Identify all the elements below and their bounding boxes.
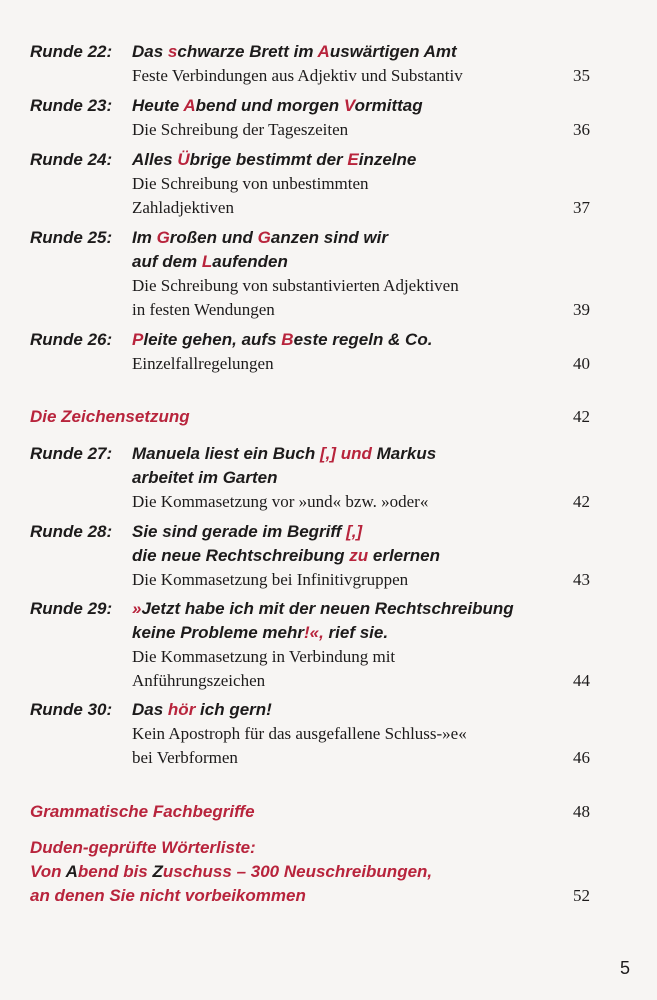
highlighted-text: B	[281, 330, 294, 349]
title-line	[132, 226, 388, 250]
entry-label: Runde 30:	[30, 700, 113, 719]
entry-description	[132, 490, 428, 514]
entry-label: Runde 23:	[30, 96, 113, 115]
highlighted-text: bend bis	[77, 862, 153, 881]
section-heading-woerterliste	[30, 836, 432, 908]
entry-title	[132, 94, 423, 118]
entry-page-number: 36	[573, 120, 590, 139]
entry-title	[132, 698, 272, 722]
title-line	[132, 597, 514, 621]
title-text: Sie sind gerade im Begriff	[132, 522, 347, 541]
highlighted-text: »	[132, 599, 142, 618]
highlighted-text: !«,	[303, 623, 324, 642]
title-line	[132, 148, 416, 172]
title-text: Im	[132, 228, 157, 247]
entry-label: Runde 27:	[30, 444, 113, 463]
highlighted-text: A	[183, 96, 196, 115]
description-line: Feste Verbindungen aus Adjektiv und Substantiv	[132, 66, 463, 85]
title-line	[30, 884, 432, 908]
title-line	[132, 698, 272, 722]
title-text: die neue Rechtschreibung	[132, 546, 350, 565]
title-text: anzen sind wir	[270, 228, 388, 247]
title-text: leite gehen, aufs	[143, 330, 282, 349]
section-heading-line: Grammatische Fachbegriffe	[30, 802, 255, 821]
highlighted-text: [,] und	[320, 444, 372, 463]
title-text: Jetzt habe ich mit der neuen Rechtschreibung	[141, 599, 514, 618]
title-text: Das	[132, 700, 168, 719]
title-text: arbeitet im Garten	[132, 468, 278, 487]
description-line: Die Kommasetzung vor »und« bzw. »oder«	[132, 492, 429, 511]
title-text: auf dem	[132, 252, 202, 271]
description-line: Die Schreibung von substantivierten Adjektiven	[132, 276, 459, 295]
entry-description	[132, 722, 467, 770]
description-line: Die Schreibung der Tageszeiten	[132, 120, 349, 139]
entry-page-number: 43	[573, 570, 590, 589]
title-text: brige bestimmt der	[189, 150, 348, 169]
title-text: Manuela liest ein Buch	[132, 444, 320, 463]
title-text: keine Probleme mehr	[132, 623, 304, 642]
entry-title	[132, 226, 388, 274]
entry-page-number: 35	[573, 66, 590, 85]
entry-page-number: 46	[573, 748, 590, 767]
entry-title	[132, 40, 457, 64]
title-line	[132, 621, 514, 645]
description-line: Zahladjektiven	[132, 198, 234, 217]
title-text: rief sie.	[323, 623, 389, 642]
highlighted-text: E	[347, 150, 359, 169]
entry-label: Runde 25:	[30, 228, 113, 247]
highlighted-text: G	[257, 228, 271, 247]
title-text: A	[65, 862, 78, 881]
section-page-number: 52	[573, 886, 590, 905]
entry-title	[132, 597, 514, 645]
entry-description	[132, 118, 348, 142]
entry-description	[132, 645, 395, 693]
highlighted-text: P	[132, 330, 144, 349]
entry-page-number: 44	[573, 671, 590, 690]
entry-label: Runde 29:	[30, 599, 113, 618]
entry-page-number: 39	[573, 300, 590, 319]
section-page-number: 42	[573, 407, 590, 426]
highlighted-text: an denen Sie nicht vorbeikommen	[30, 886, 306, 905]
title-line	[132, 94, 423, 118]
title-line	[30, 836, 432, 860]
highlighted-text: uschuss – 300 Neuschreibungen,	[162, 862, 433, 881]
description-line: Die Schreibung von unbestimmten	[132, 174, 369, 193]
title-line	[132, 40, 457, 64]
entry-label: Runde 24:	[30, 150, 113, 169]
description-line: Einzelfallregelungen	[132, 354, 274, 373]
entry-page-number: 42	[573, 492, 590, 511]
title-text: chwarze Brett im	[177, 42, 318, 61]
section-page-number: 48	[573, 802, 590, 821]
entry-description	[132, 64, 463, 88]
title-text: Markus	[371, 444, 437, 463]
description-line: Kein Apostroph für das ausgefallene Schluss-»e«	[132, 724, 467, 743]
title-text: bend und morgen	[195, 96, 344, 115]
highlighted-text: hör	[167, 700, 196, 719]
highlighted-text: [,]	[346, 522, 363, 541]
title-text: ormittag	[354, 96, 423, 115]
description-line: Die Kommasetzung bei Infinitivgruppen	[132, 570, 409, 589]
page-folio: 5	[619, 958, 630, 978]
title-text: Z	[152, 862, 163, 881]
highlighted-text: Duden-geprüfte Wörterliste:	[30, 838, 256, 857]
title-text: ich gern!	[195, 700, 272, 719]
title-line	[132, 466, 436, 490]
highlighted-text: s	[167, 42, 178, 61]
entry-description	[132, 568, 408, 592]
description-line: in festen Wendungen	[132, 300, 275, 319]
section-heading-line: Die Zeichensetzung	[30, 407, 190, 426]
title-line	[132, 250, 388, 274]
title-line	[30, 860, 432, 884]
title-text: roßen und	[169, 228, 258, 247]
entry-page-number: 37	[573, 198, 590, 217]
highlighted-text: L	[201, 252, 213, 271]
description-line: Die Kommasetzung in Verbindung mit	[132, 647, 396, 666]
title-line	[132, 442, 436, 466]
title-line	[132, 544, 440, 568]
entry-description	[132, 352, 274, 376]
section-heading-zeichensetzung	[30, 405, 190, 429]
entry-page-number: 40	[573, 354, 590, 373]
title-text: este regeln & Co.	[293, 330, 433, 349]
title-text: inzelne	[358, 150, 417, 169]
title-line	[132, 520, 440, 544]
highlighted-text: A	[317, 42, 330, 61]
description-line: Anführungszeichen	[132, 671, 266, 690]
entry-title	[132, 442, 436, 490]
entry-title	[132, 148, 416, 172]
entry-description	[132, 274, 459, 322]
title-text: Alles	[132, 150, 178, 169]
title-text: Heute	[132, 96, 184, 115]
description-line: bei Verbformen	[132, 748, 238, 767]
highlighted-text: V	[343, 96, 355, 115]
title-text: aufenden	[212, 252, 288, 271]
entry-description	[132, 172, 369, 220]
highlighted-text: Ü	[177, 150, 190, 169]
entry-label: Runde 28:	[30, 522, 113, 541]
title-text: uswärtigen Amt	[329, 42, 457, 61]
title-line	[132, 328, 432, 352]
highlighted-text: zu	[349, 546, 369, 565]
title-text: erlernen	[368, 546, 440, 565]
entry-label: Runde 26:	[30, 330, 113, 349]
entry-title	[132, 520, 440, 568]
entry-title	[132, 328, 432, 352]
highlighted-text: Von	[30, 862, 66, 881]
section-heading-fachbegriffe	[30, 800, 255, 824]
highlighted-text: G	[156, 228, 170, 247]
title-text: Das	[132, 42, 168, 61]
entry-label: Runde 22:	[30, 42, 113, 61]
